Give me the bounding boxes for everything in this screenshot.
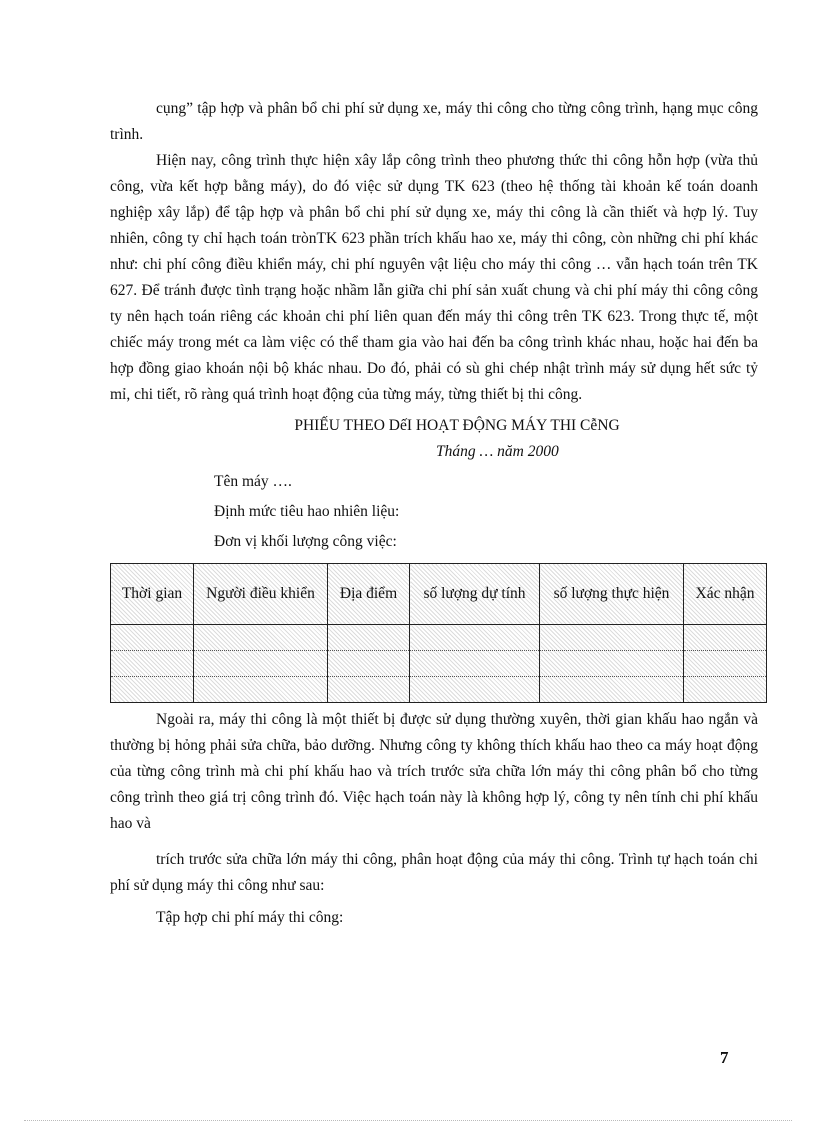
form-fuel-norm: Định mức tiêu hao nhiên liệu: <box>214 503 400 520</box>
table-cell <box>111 651 194 677</box>
header-operator: Người điều khiển <box>194 564 328 625</box>
table-cell <box>410 625 540 651</box>
table-cell <box>540 651 684 677</box>
table-cell <box>540 677 684 703</box>
form-machine-name: Tên máy …. <box>214 473 292 490</box>
machine-log-table <box>110 563 767 703</box>
table-cell <box>684 625 767 651</box>
paragraph-depreciation: Ngoài ra, máy thi công là một thiết bị được sử dụng thường xuyên, thời gian khấu hao ngắn và thường bị hỏng phải sửa chữa, bảo dưỡng. Nhưng công ty không thích khấu hao theo ca máy hoạt động của từng công trình mà chi phí khấu hao và trích trước sửa chữa lớn máy thi công phân bổ cho từng công trình theo giá trị công trình đó. Việc hạch toán này là không hợp lý, công ty nên tính chi phí khấu hao và <box>110 711 758 832</box>
table-cell <box>111 625 194 651</box>
paragraph-intro: cụng” tập hợp và phân bổ chi phí sử dụng xe, máy thi công cho từng công trình, hạng mục công trình. <box>110 100 758 143</box>
header-confirmation: Xác nhận <box>684 564 767 625</box>
table-cell <box>328 677 410 703</box>
table-cell <box>328 625 410 651</box>
table-cell <box>328 651 410 677</box>
footer-divider <box>24 1120 792 1121</box>
table-cell <box>540 625 684 651</box>
table-cell <box>194 651 328 677</box>
form-month: Tháng … năm 2000 <box>436 443 559 460</box>
table-cell <box>410 677 540 703</box>
table-cell <box>194 625 328 651</box>
table-cell <box>684 651 767 677</box>
paragraph-procedure: trích trước sửa chữa lớn máy thi công, phân hoạt động của máy thi công. Trình tự hạch toán chi phí sử dụng máy thi công như sau: <box>110 851 758 894</box>
table-row <box>111 677 767 703</box>
table-cell <box>684 677 767 703</box>
paragraph-cost-aggregation: Tập hợp chi phí máy thi công: <box>156 909 344 926</box>
table-row <box>111 651 767 677</box>
table-cell <box>111 677 194 703</box>
header-actual-qty: số lượng thực hiện <box>540 564 684 625</box>
table-header-row <box>111 564 767 625</box>
header-planned-qty: số lượng dự tính <box>410 564 540 625</box>
table-cell <box>410 651 540 677</box>
paragraph-tk623: Hiện nay, công trình thực hiện xây lắp công trình theo phương thức thi công hỗn hợp (vừa thủ công, vừa kết hợp bằng máy), do đó việc sử dụng TK 623 (theo hệ thống tài khoản kế toán doanh nghiệp xây lắp) để tập hợp và phân bổ chi phí sử dụng xe, máy thi công là cần thiết và hợp lý. Tuy nhiên, công ty chỉ hạch toán trònTK 623 phần trích khấu hao xe, máy thi công, còn những chi phí khác như: chi phí công điều khiển máy, chi phí nguyên vật liệu cho máy thi công … vẫn hạch toán trên TK 627. Để tránh được tình trạng hoặc nhầm lẫn giữa chi phí sản xuất chung và chi phí máy thi công công ty nên hạch toán riêng các khoản chi phí liên quan đến máy thi công trên TK 623. Trong thực tế, một chiếc máy trong mét ca làm việc có thể tham gia vào hai đến ba công trình khác nhau, hoặc hai đến ba hợp đồng giao khoán nội bộ khác nhau. Do đó, phải có sù ghi chép nhật trình máy sử dụng hết sức tỷ mỉ, chi tiết, rõ ràng quá trình hoạt động của từng máy, từng thiết bị thi công. <box>110 152 758 403</box>
page-content <box>110 96 758 931</box>
form-title: PHIẾU THEO DếI HOẠT ĐỘNG MÁY THI CễNG <box>294 417 620 434</box>
header-time: Thời gian <box>111 564 194 625</box>
header-location: Địa điểm <box>328 564 410 625</box>
table-row <box>111 625 767 651</box>
table-cell <box>194 677 328 703</box>
form-work-unit: Đơn vị khối lượng công việc: <box>214 533 397 550</box>
page-number: 7 <box>720 1048 729 1067</box>
